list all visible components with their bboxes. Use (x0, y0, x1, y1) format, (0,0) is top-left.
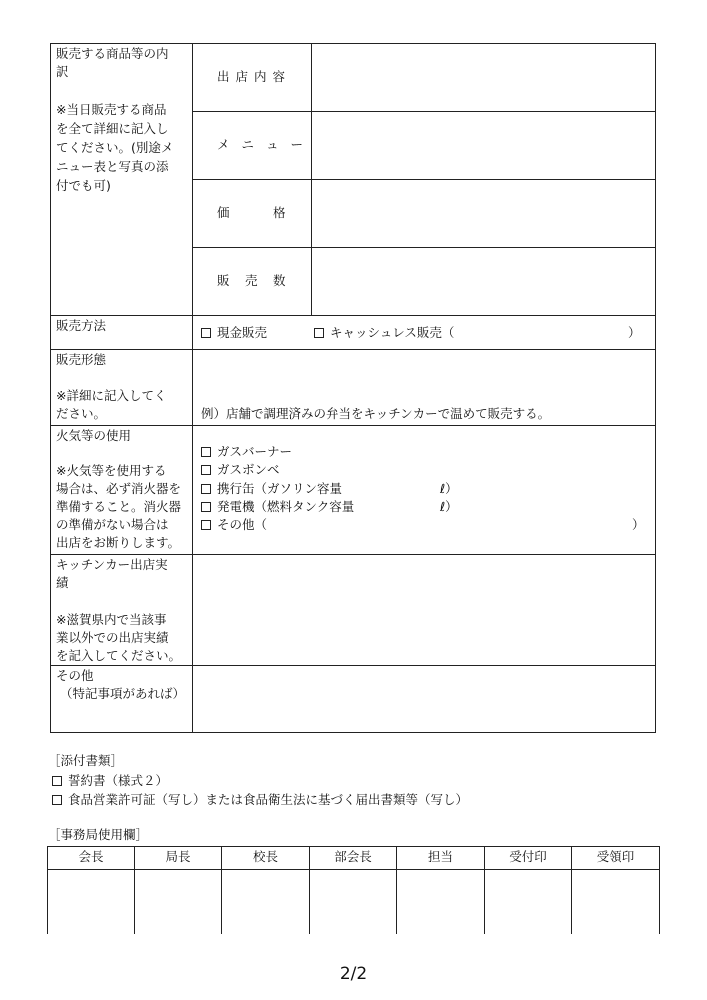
gas-burner-option[interactable] (201, 443, 292, 462)
attachment-food-permit[interactable] (52, 791, 468, 810)
column-header-division-head: 部会長 (334, 849, 372, 864)
office-table-column-line (659, 846, 660, 934)
attachment-label: 誓約書（様式２） (68, 773, 169, 788)
menu-label: メニュー (217, 137, 316, 152)
column-header-receipt-stamp: 受領印 (596, 849, 635, 864)
column-header-staff: 担当 (427, 849, 453, 864)
checkbox[interactable] (52, 795, 62, 805)
sales-items-note: てください。(別途メ (56, 140, 174, 155)
kitchen-car-record-note: 業以外での出店実績 (56, 630, 169, 645)
fire-other-option[interactable] (201, 516, 267, 535)
gas-cylinder-option[interactable] (201, 461, 280, 480)
cashless-sales-label: キャッシュレス販売（ (330, 325, 455, 340)
sales-items-note: 付でも可) (56, 178, 111, 193)
gas-burner-label: ガスバーナー (217, 444, 293, 459)
kitchen-car-record-note: ※滋賀県内で当該事 (56, 612, 167, 627)
fuel-can-label: 携行缶（ガソリン容量 (217, 481, 343, 496)
price-field[interactable] (312, 180, 655, 247)
fire-use-note: 場合は、必ず消火器を (56, 481, 182, 496)
store-content-label: 出店内容 (217, 69, 292, 84)
row-divider (50, 425, 656, 426)
sales-quantity-field[interactable] (312, 248, 655, 315)
table-left-border (50, 43, 51, 733)
office-use-heading: ［事務局使用欄］ (48, 827, 149, 842)
fire-use-note: 準備すること。消火器 (56, 499, 182, 514)
column-header-principal: 校長 (252, 849, 278, 864)
checkbox[interactable] (201, 465, 211, 475)
fire-use-note: ※火気等を使用する (56, 463, 167, 478)
generator-unit: ℓ） (440, 499, 458, 514)
fire-other-label: その他（ (217, 517, 268, 532)
generator-option[interactable] (201, 498, 354, 517)
kitchen-car-record-note: を記入してください。 (56, 648, 182, 663)
page-number: 2/2 (339, 964, 368, 984)
sales-form-example: 例）店舗で調理済みの弁当をキッチンカーで温めて販売する。 (201, 406, 551, 421)
column-header-bureau-chief: 局長 (165, 849, 191, 864)
cash-sales-option[interactable] (201, 324, 267, 343)
cashless-sales-option[interactable] (314, 324, 454, 343)
column-header-chairman: 会長 (78, 849, 104, 864)
checkbox[interactable] (201, 447, 211, 457)
sales-form-label: 販売形態 (56, 352, 107, 367)
sales-items-note: を全て詳細に記入し (56, 121, 169, 136)
kitchen-car-record-label: キッチンカー出店実 (56, 557, 168, 572)
sales-form-note: ださい。 (56, 406, 107, 421)
sales-items-note: ニュー表と写真の添 (56, 159, 169, 174)
kitchen-car-record-label-2: 績 (56, 575, 69, 590)
attachments-heading: ［添付書類］ (48, 753, 124, 768)
sales-form-note: ※詳細に記入してく (56, 388, 167, 403)
sales-items-label: 販売する商品等の内 (56, 46, 169, 61)
close-paren: ） (628, 325, 641, 340)
sales-items-note: ※当日販売する商品 (56, 102, 167, 117)
fire-use-note: 出店をお断りします。 (56, 535, 181, 550)
checkbox[interactable] (201, 502, 211, 512)
checkbox[interactable] (52, 776, 62, 786)
price-label-b: 格 (273, 205, 286, 220)
other-sub-label: （特記事項があれば） (60, 686, 186, 701)
sales-method-label: 販売方法 (56, 318, 107, 333)
attachment-pledge[interactable] (52, 772, 168, 791)
fire-other-close-paren: ） (632, 517, 645, 532)
qty-label-a: 販 (217, 273, 230, 288)
office-table-header-divider (47, 869, 660, 870)
other-label: その他 (56, 668, 94, 683)
qty-label-b: 売 (245, 273, 258, 288)
sales-items-label-2: 訳 (56, 64, 69, 79)
table-bottom-border (50, 732, 656, 733)
qty-label-c: 数 (273, 273, 286, 288)
sales-form-field[interactable] (193, 350, 655, 400)
checkbox[interactable] (201, 484, 211, 494)
attachment-label: 食品営業許可証（写し）または食品衛生法に基づく届出書類等（写し） (68, 792, 469, 807)
row-divider (50, 315, 656, 316)
checkbox[interactable] (201, 520, 211, 530)
column-header-received-stamp: 受付印 (509, 849, 547, 864)
store-content-field[interactable] (312, 44, 655, 111)
fuel-can-unit: ℓ） (440, 481, 458, 496)
generator-label: 発電機（燃料タンク容量 (217, 499, 355, 514)
fire-use-label: 火気等の使用 (56, 428, 132, 443)
checkbox[interactable] (201, 328, 211, 338)
other-notes-field[interactable] (193, 666, 655, 732)
kitchen-car-record-field[interactable] (193, 555, 655, 665)
fuel-can-option[interactable] (201, 480, 342, 499)
cash-sales-label: 現金販売 (217, 325, 268, 340)
menu-field[interactable] (312, 112, 655, 179)
table-right-border (655, 43, 656, 733)
gas-cylinder-label: ガスボンベ (217, 462, 280, 477)
checkbox[interactable] (314, 328, 324, 338)
fire-use-note: の準備がない場合は (56, 517, 169, 532)
price-label-a: 価 (217, 205, 230, 220)
